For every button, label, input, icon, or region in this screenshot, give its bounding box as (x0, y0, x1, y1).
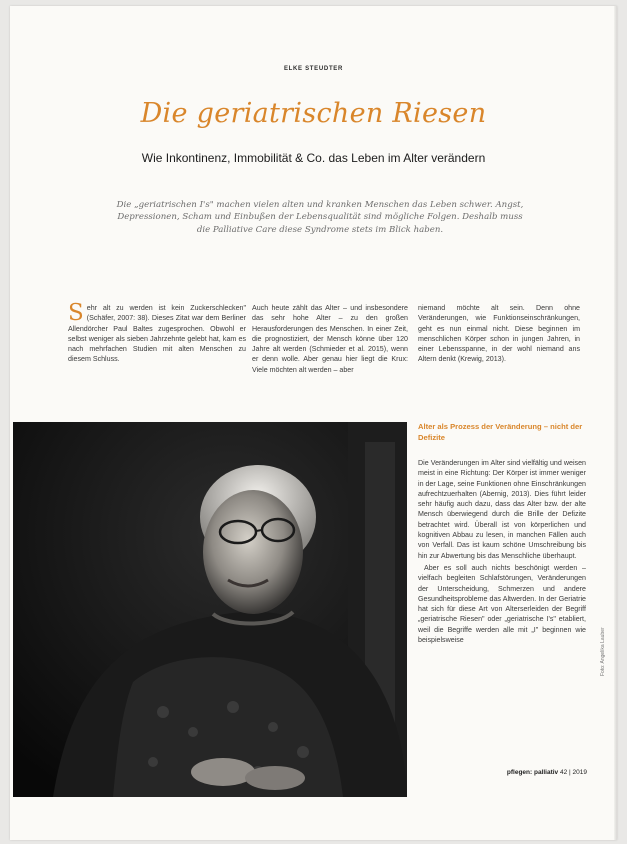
article-subtitle: Wie Inkontinenz, Immobilität & Co. das Leben im Alter verändern (141, 151, 486, 165)
portrait-photo (13, 422, 407, 797)
page-footer (507, 769, 587, 776)
photo-credit: Foto: Angelika Lauber (600, 627, 606, 676)
column-3-text: niemand möchte alt sein. Denn ohne Veränderungen, wie Funktionseinschränkungen, geht es nun einmal nicht. Diese beginnen im menschlichen Körper schon in jungen Jahren, in einer Lebensspanne, in der wohl niemand ans Altern denkt (Krewig, 2013). (418, 304, 580, 364)
paragraph-2: Aber es soll auch nichts beschönigt werden – vielfach begleiten Schlafstörungen, Veränderungen der Unterscheidung, Schmerzen und andere Gesundheitsprobleme das Altwerden. In der Geriatrie hat sich für diese Art von Alterserleiden der Begriff „geriatrische Riesen" oder „geriatrische I's" etabliert, weil die Begriffe werden alle mit „I" beginnen wie beispielsweise (418, 563, 586, 645)
magazine-page (10, 6, 617, 840)
text-column-1 (68, 300, 246, 365)
article-lead: Die „geriatrischen I's" machen vielen alten und kranken Menschen das Leben schwer. Angst, Depressionen, Scham und Einbußen der Lebensqualität sind mögliche Folgen. Deshalb muss die Palliative Care diese Syndrome stets im Blick haben. (116, 200, 524, 235)
footer-brand: pflegen: palliativ (506, 769, 559, 776)
author-name: ELKE STEUDTER (283, 66, 344, 72)
portrait-image (13, 422, 407, 797)
drop-cap: S (68, 300, 84, 326)
text-column-4 (418, 458, 586, 647)
article-title: Die geriatrischen Riesen (140, 98, 487, 129)
column-1-text: ehr alt zu werden ist kein Zuckerschlecken" (Schäfer, 2007: 38). Dieses Zitat war dem Berliner Allendörcher Paul Baltes zugesprochen. Obwohl er selbst weniger als sieben Jahrzehnte gelebt hat, kam es nach mehrfachen Studien mit alten Menschen zu diesem Schluss. (68, 304, 246, 364)
column-2-text: Auch heute zählt das Alter – und insbesondere das sehr hohe Alter – zu den großen Herausforderungen des Menschen. In einer Zeit, die prognostiziert, der Mensch könne über 120 Jahre alt werden (Schmieder et al. 2015), wenn er denn wolle. Aber genau hier liegt die Krux: Viele möchten alt werden – aber (252, 304, 408, 374)
text-column-3 (418, 303, 580, 365)
footer-issue: 42 | 2019 (560, 769, 587, 776)
paragraph-1: Die Veränderungen im Alter sind vielfältig und weisen meist in eine Richtung: Der Körper ist immer weniger in der Lage, seine Funktionen ohne Einschränkungen aufrechtzuerhalten (Abernig, 2013). Dies führt leider sehr häufig auch dazu, dass das Alter bzw. der alte Mensch überwiegend durch die Brille der Defizite betrachtet wird. Überall ist von körperlichen und kognitiven Abbau zu lesen, in manchen Fällen auch von Verfall. Das ist kaum schöne Umschreibung bis hin zur Abwertung bis das Menschliche überhaupt. (418, 459, 587, 560)
text-column-2 (246, 303, 408, 375)
section-subheading: Alter als Prozess der Veränderung – nicht der Defizite (418, 422, 583, 442)
page-edge (614, 6, 617, 840)
